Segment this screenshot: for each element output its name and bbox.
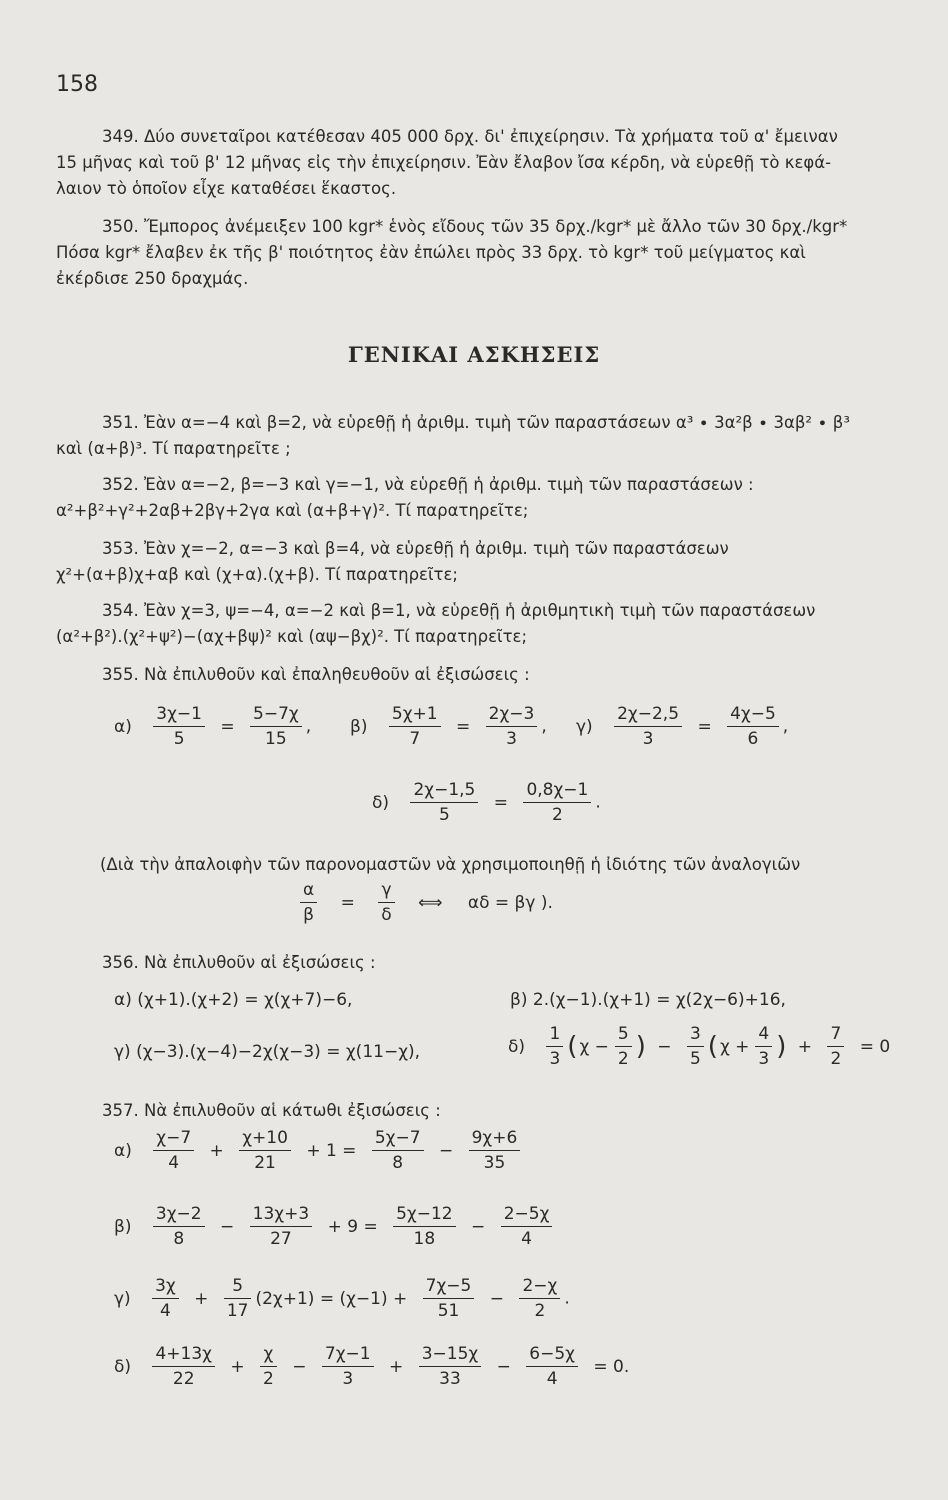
equation-357-a: α) $\frac{\chi-7}{4}$ + $\frac{\chi+10}{21}$ + 1 = $\frac{5\chi-7}{8}$ − $\frac{9\chi+6}{35}$ [114,1128,524,1173]
fraction: $\frac{3\chi-2}{8}$ [153,1204,205,1249]
fraction: $\frac{\gamma}{\delta}$ [378,880,394,925]
eq-label: γ) [576,716,593,737]
problem-353-line-2: χ²+(α+β)χ+αβ καὶ (χ+α).(χ+β). Τί παρατηρεῖτε; [56,565,458,584]
fraction: $\frac{5}{2}$ [615,1024,632,1069]
problem-350-line-2: Πόσα kgr* ἔλαβεν ἐκ τῆς β' ποιότητος ἐὰν ἐπώλει πρὸς 33 δρχ. τὸ kgr* τοῦ μείγματος καὶ [56,243,806,262]
problem-349-line-1: 349. Δύο συνεταῖροι κατέθεσαν 405 000 δρχ. δι' ἐπιχείρησιν. Τὰ χρήματα τοῦ α' ἔμειναν [102,127,838,146]
fraction: $\frac{7\chi-5}{51}$ [423,1276,475,1321]
fraction: $\frac{0,8\chi-1}{2}$ [523,780,591,825]
fraction: $\frac{4\chi-5}{6}$ [727,704,779,749]
eq-label: α) [114,716,132,737]
fraction: $\frac{5\chi+1}{7}$ [389,704,441,749]
equation-355-a: α) $\frac{3\chi-1}{5}$ = $\frac{5-7\chi}{15}$ , [114,704,312,749]
problem-350-line-3: ἐκέρδισε 250 δραχμάς. [56,269,249,288]
fraction: $\frac{7\chi-1}{3}$ [322,1344,374,1389]
fraction: $\frac{3\chi-1}{5}$ [153,704,205,749]
problem-354-line-2: (α²+β²).(χ²+ψ²)−(αχ+βψ)² καὶ (αψ−βχ)². Τί παρατηρεῖτε; [56,627,528,646]
equation-355-c: γ) $\frac{2\chi-2,5}{3}$ = $\frac{4\chi-5}{6}$ , [576,704,789,749]
problem-349-line-2: 15 μῆνας καὶ τοῦ β' 12 μῆνας εἰς τὴν ἐπιχείρησιν. Ἐὰν ἔλαβον ἴσα κέρδη, νὰ εὑρεθῇ τὸ κεφά- [56,153,832,172]
fraction: $\frac{4}{3}$ [755,1024,772,1069]
problem-356-intro: 356. Νὰ ἐπιλυθοῦν αἱ ἐξισώσεις : [102,953,376,972]
fraction: $\frac{\alpha}{\beta}$ [300,880,317,925]
fraction: $\frac{5\chi-12}{18}$ [393,1204,456,1249]
problem-351-line-1: 351. Ἐὰν α=−4 καὶ β=2, νὰ εὑρεθῇ ἡ ἀριθμ. τιμὴ τῶν παραστάσεων α³ ∙ 3α²β ∙ 3αβ² ∙ β³ [102,413,850,432]
fraction: $\frac{7}{2}$ [827,1024,844,1069]
equivalence-arrow-icon: ⟺ [418,892,443,913]
fraction: $\frac{2\chi-1,5}{5}$ [410,780,478,825]
eq-label: δ) [372,792,390,813]
fraction: $\frac{\chi+10}{21}$ [239,1128,291,1173]
fraction: $\frac{5\chi-7}{8}$ [372,1128,424,1173]
fraction: $\frac{2-5\chi}{4}$ [501,1204,553,1249]
equation-356-a: α) (χ+1).(χ+2) = χ(χ+7)−6, [114,990,353,1010]
fraction: $\frac{3-15\chi}{33}$ [419,1344,482,1389]
equation-356-d: δ) $\frac{1}{3}$ ( χ − $\frac{5}{2}$ ) − $\frac{3}{5}$ ( χ + $\frac{4}{3}$ ) + $\frac{7}{2}$ = 0 [508,1024,891,1069]
section-heading: ΓΕΝΙΚΑΙ ΑΣΚΗΣΕΙΣ [347,342,601,367]
problem-354-line-1: 354. Ἐὰν χ=3, ψ=−4, α=−2 καὶ β=1, νὰ εὑρεθῇ ἡ ἀριθμητικὴ τιμὴ τῶν παραστάσεων [102,601,816,620]
equation-355-b: β) $\frac{5\chi+1}{7}$ = $\frac{2\chi-3}{3}$ , [350,704,547,749]
fraction: $\frac{2\chi-2,5}{3}$ [614,704,682,749]
fraction: $\frac{2\chi-3}{3}$ [486,704,538,749]
problem-352-line-2: α²+β²+γ²+2αβ+2βγ+2γα καὶ (α+β+γ)². Τί παρατηρεῖτε; [56,501,529,520]
fraction: $\frac{13\chi+3}{27}$ [250,1204,313,1249]
equation-357-d: δ) $\frac{4+13\chi}{22}$ + $\frac{\chi}{2}$ − $\frac{7\chi-1}{3}$ + $\frac{3-15\chi}{33}$ − $\frac{6-5\chi}{4}$ = 0. [114,1344,630,1389]
fraction: $\frac{\chi-7}{4}$ [153,1128,194,1173]
fraction: $\frac{5}{17}$ [224,1276,252,1321]
problem-350-line-1: 350. Ἔμπορος ἀνέμειξεν 100 kgr* ἑνὸς εἴδους τῶν 35 δρχ./kgr* μὲ ἄλλο τῶν 30 δρχ./kgr* [102,217,848,236]
problem-353-line-1: 353. Ἐὰν χ=−2, α=−3 καὶ β=4, νὰ εὑρεθῇ ἡ ἀριθμ. τιμὴ τῶν παραστάσεων [102,539,729,558]
fraction: $\frac{4+13\chi}{22}$ [152,1344,215,1389]
problem-355-intro: 355. Νὰ ἐπιλυθοῦν καὶ ἐπαληθευθοῦν αἱ ἐξισώσεις : [102,665,530,684]
problem-357-intro: 357. Νὰ ἐπιλυθοῦν αἱ κάτωθι ἐξισώσεις : [102,1101,441,1120]
fraction: $\frac{2-\chi}{2}$ [519,1276,560,1321]
equation-357-b: β) $\frac{3\chi-2}{8}$ − $\frac{13\chi+3}{27}$ + 9 = $\frac{5\chi-12}{18}$ − $\frac{2-5\chi}{4}$ [114,1204,556,1249]
fraction: $\frac{3\chi}{4}$ [152,1276,179,1321]
equation-357-c: γ) $\frac{3\chi}{4}$ + $\frac{5}{17}$ (2χ+1) = (χ−1) + $\frac{7\chi-5}{51}$ − $\frac{2-\chi}{2}$ . [114,1276,570,1321]
equation-355-d: δ) $\frac{2\chi-1,5}{5}$ = $\frac{0,8\chi-1}{2}$ . [372,780,601,825]
fraction: $\frac{\chi}{2}$ [260,1344,277,1389]
problem-349-line-3: λαιον τὸ ὁποῖον εἶχε καταθέσει ἕκαστος. [56,179,397,198]
fraction: $\frac{6-5\chi}{4}$ [526,1344,578,1389]
proportion-property: $\frac{\alpha}{\beta}$ = $\frac{\gamma}{\delta}$ ⟺ αδ = βγ ). [296,880,559,925]
eq-label: β) [350,716,368,737]
equation-356-c: γ) (χ−3).(χ−4)−2χ(χ−3) = χ(11−χ), [114,1042,421,1062]
fraction: $\frac{5-7\chi}{15}$ [250,704,302,749]
fraction: $\frac{1}{3}$ [546,1024,563,1069]
fraction: $\frac{9\chi+6}{35}$ [469,1128,521,1173]
fraction: $\frac{3}{5}$ [687,1024,704,1069]
page-number: 158 [56,72,98,97]
note-text: (Διὰ τὴν ἀπαλοιφὴν τῶν παρονομαστῶν νὰ χρησιμοποιηθῇ ἡ ἰδιότης τῶν ἀναλογιῶν [100,855,801,874]
problem-352-line-1: 352. Ἐὰν α=−2, β=−3 καὶ γ=−1, νὰ εὑρεθῇ ἡ ἀριθμ. τιμὴ τῶν παραστάσεων : [102,475,754,494]
equation-356-b: β) 2.(χ−1).(χ+1) = χ(2χ−6)+16, [510,990,786,1010]
problem-351-line-2: καὶ (α+β)³. Τί παρατηρεῖτε ; [56,439,291,458]
